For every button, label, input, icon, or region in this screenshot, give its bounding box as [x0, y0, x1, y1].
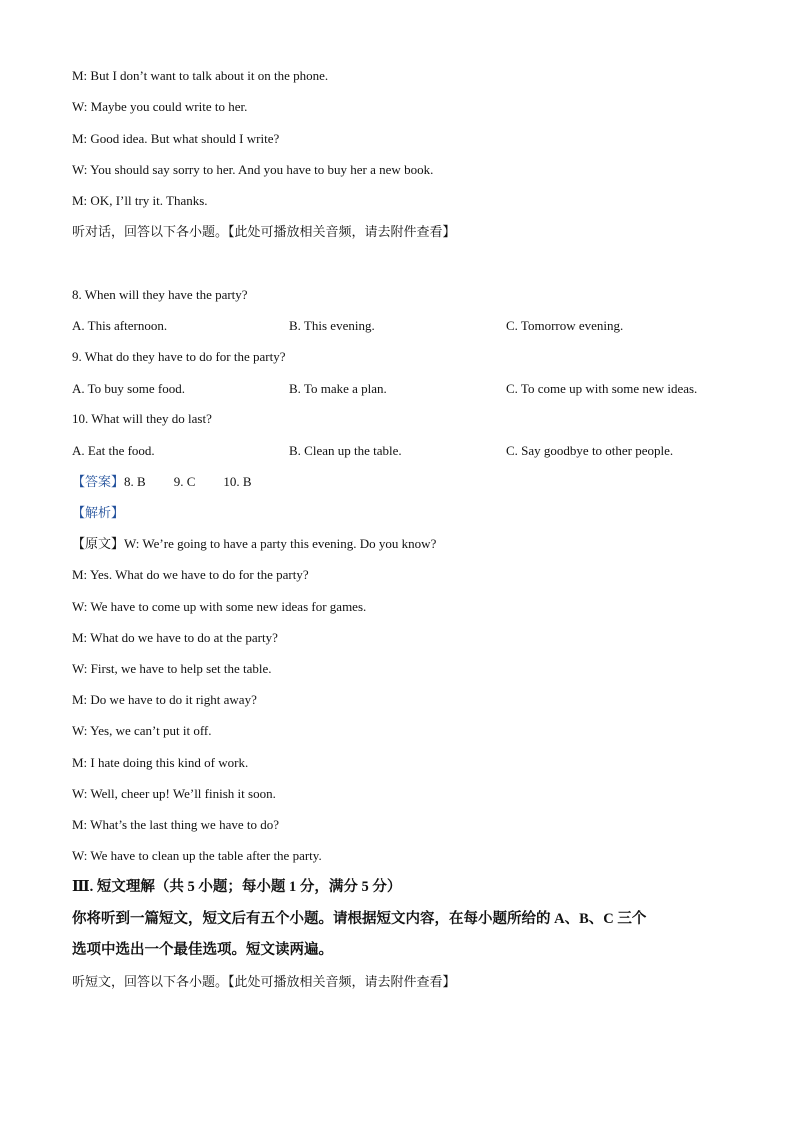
dialogue-line: W: You should say sorry to her. And you have to buy her a new book.	[72, 162, 434, 177]
question-stem: 10. What will they do last?	[72, 411, 212, 426]
analysis-label: 【解析】	[72, 505, 125, 520]
section-description: 选项中选出一个最佳选项。短文读两遍。	[72, 942, 333, 958]
transcript-line: M: What do we have to do at the party?	[72, 630, 278, 645]
option-c: C. Say goodbye to other people.	[506, 443, 674, 458]
option-a: A. This afternoon.	[72, 318, 168, 333]
dialogue-line: M: OK, I’ll try it. Thanks.	[72, 193, 208, 208]
dialogue-line: M: Good idea. But what should I write?	[72, 131, 280, 146]
answer-label: 【答案】	[72, 474, 125, 489]
transcript-line: M: What’s the last thing we have to do?	[72, 817, 279, 832]
transcript-line: W: Well, cheer up! We’ll finish it soon.	[72, 786, 276, 801]
transcript-line	[72, 536, 436, 552]
dialogue-line: W: Maybe you could write to her.	[72, 99, 248, 114]
option-a: A. To buy some food.	[72, 381, 185, 396]
option-b: B. This evening.	[289, 318, 375, 333]
transcript-line: W: We have to come up with some new ideas for games.	[72, 599, 367, 614]
dialogue-line: M: But I don’t want to talk about it on the phone.	[72, 68, 329, 83]
section-description: 你将听到一篇短文，短文后有五个小题。请根据短文内容，在每小题所给的 A、B、C 三个	[72, 911, 647, 927]
answer-item: 9. C	[173, 474, 196, 489]
option-a: A. Eat the food.	[72, 443, 155, 458]
transcript-line: W: First, we have to help set the table.	[72, 661, 272, 676]
section-title: Ⅲ. 短文理解（共 5 小题；每小题 1 分，满分 5 分）	[72, 879, 402, 895]
transcript-line: W: We have to clean up the table after the party.	[72, 848, 322, 863]
option-c: C. Tomorrow evening.	[506, 318, 624, 333]
option-b: B. Clean up the table.	[289, 443, 402, 458]
answer-line	[72, 474, 252, 490]
transcript-line: W: Yes, we can’t put it off.	[72, 723, 212, 738]
transcript-text: W: We’re going to have a party this evening. Do you know?	[124, 536, 437, 551]
transcript-line: M: Yes. What do we have to do for the party?	[72, 567, 309, 582]
transcript-line: M: I hate doing this kind of work.	[72, 755, 249, 770]
transcript-line: M: Do we have to do it right away?	[72, 692, 257, 707]
original-label: 【原文】	[72, 536, 125, 551]
answer-item: 8. B	[124, 474, 146, 489]
question-stem: 8. When will they have the party?	[72, 287, 248, 302]
answer-item: 10. B	[223, 474, 252, 489]
question-stem: 9. What do they have to do for the party?	[72, 349, 286, 364]
option-b: B. To make a plan.	[289, 381, 387, 396]
listening-instruction: 听短文，回答以下各小题。【此处可播放相关音频，请去附件查看】	[72, 974, 456, 989]
option-c: C. To come up with some new ideas.	[506, 381, 698, 396]
listening-instruction: 听对话，回答以下各小题。【此处可播放相关音频，请去附件查看】	[72, 224, 456, 239]
